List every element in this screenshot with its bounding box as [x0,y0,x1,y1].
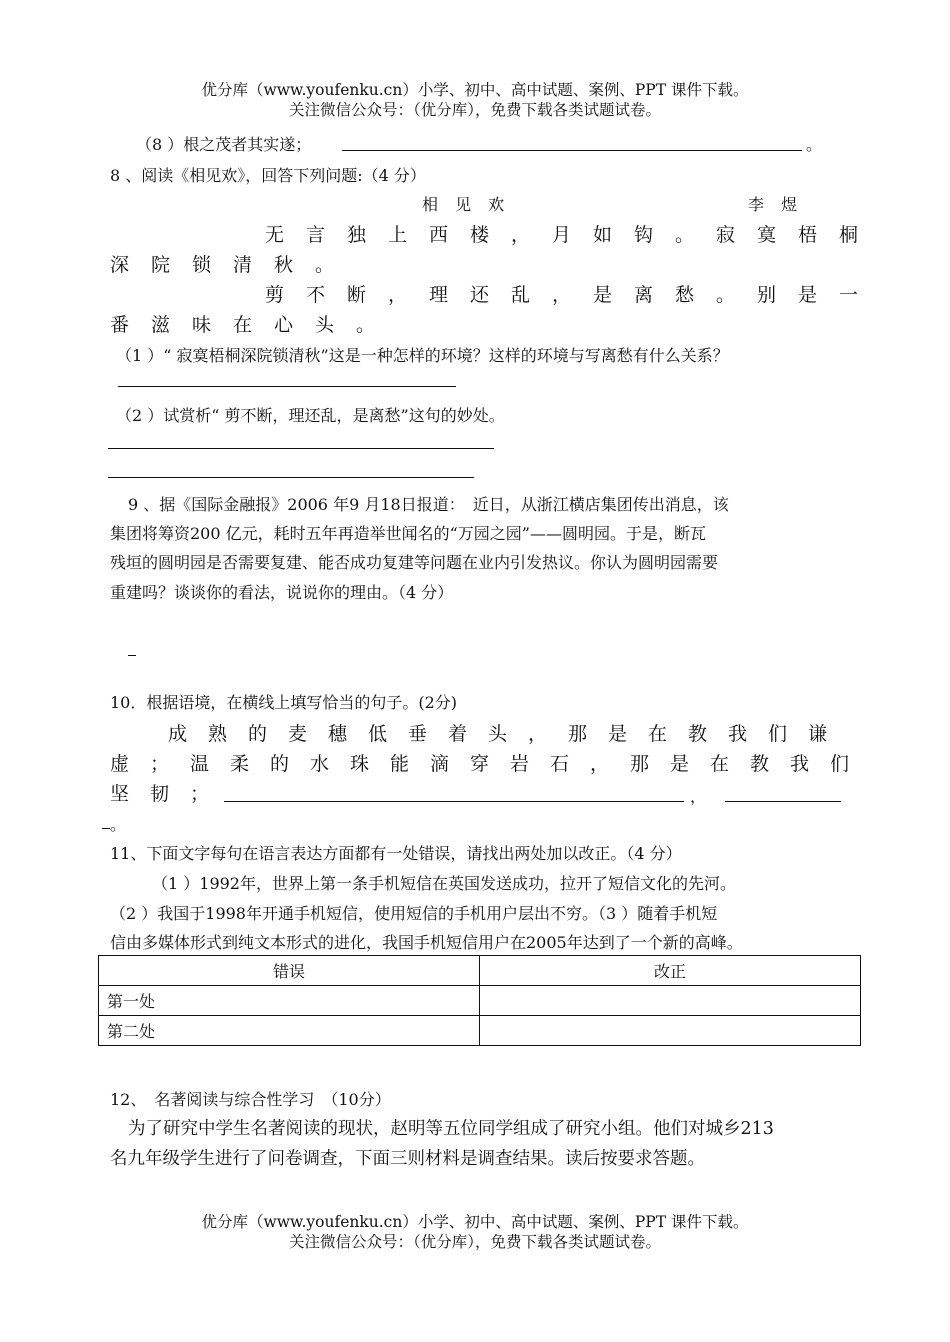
q10-answer-line-3[interactable] [102,828,110,829]
row-label: 第一处 [99,986,480,1016]
q11-line-2: （2 ）我国于1998年开通手机短信，使用短信的手机用户层出不穷。（3 ）随着手机短 [110,904,718,923]
q10-line-3: 坚韧； [110,783,231,805]
q7-8-label: （8 ）根之茂者其实遂； [136,135,312,154]
q8-sub2: （2 ）试赏析“ 剪不断，理还乱，是离愁”这句的妙处。 [116,406,505,425]
header-line-1: 优分库（www.youfenku.cn）小学、初中、高中试题、案例、PPT 课件下载。 [201,81,749,99]
q10-comma: ， [690,787,707,806]
poem-author: 李 煜 [748,195,804,214]
q9-line-4: 重建吗？谈谈你的看法，说说你的理由。（4 分） [110,583,454,602]
q8-sub1: （1 ）“ 寂寞梧桐深院锁清秋”这是一种怎样的环境？这样的环境与写离愁有什么关系？ [116,346,729,365]
q8-stem: 8 、阅读《相见欢》，回答下列问题:（4 分） [110,166,426,185]
table-header-row [99,956,861,986]
q10-line-2: 虚；温柔的水珠能滴穿岩石，那是在教我们 [110,753,871,775]
q12-line-1: 为了研究中学生名著阅读的现状，赵明等五位同学组成了研究小组。他们对城乡213 [128,1119,774,1139]
col-header-correction: 改正 [480,956,861,986]
col-header-error: 错误 [99,956,480,986]
poem-line-2b: 番滋味在心头。 [110,314,398,336]
q10-line-1: 成熟的麦穗低垂着头，那是在教我们谦 [168,723,849,745]
poem-line-1b: 深院锁清秋。 [110,254,357,276]
q8-sub2-answer-line-1[interactable] [108,448,494,449]
q8-sub2-answer-line-2[interactable] [108,477,474,478]
q10-stem: 10．根据语境，在横线上填写恰当的句子。(2分) [110,693,458,712]
q11-line-3: 信由多媒体形式到纯文本形式的进化，我国手机短信用户在2005年达到了一个新的高峰。 [110,933,743,952]
q8-sub1-answer-line[interactable] [118,386,456,387]
q9-answer-line[interactable] [128,655,136,656]
q9-line-1: 9 、据《国际金融报》2006 年9 月18日报道： 近日，从浙江横店集团传出消息，该 [128,495,729,514]
q12-stem: 12、 名著阅读与综合性学习 （10分） [110,1090,391,1109]
q7-8-answer-line[interactable] [342,150,802,151]
correction-cell[interactable] [480,1016,861,1046]
header-line-2: 关注微信公众号：（优分库），免费下载各类试题试卷。 [288,101,661,119]
q10-answer-line-2[interactable] [725,801,841,802]
poem-title: 相 见 欢 [422,195,511,214]
q12-line-2: 名九年级学生进行了问卷调查，下面三则材料是调查结果。读后按要求答题。 [110,1149,705,1169]
error-table [98,955,861,1046]
q10-answer-line-1[interactable] [224,801,684,802]
q9-line-2: 集团将筹资200 亿元，耗时五年再造举世闻名的“万园之园”——圆明园。于是，断瓦 [110,524,706,543]
q11-stem: 11、下面文字每句在语言表达方面都有一处错误，请找出两处加以改正。（4 分） [110,844,682,863]
q11-line-1: （1 ）1992年，世界上第一条手机短信在英国发送成功，拉开了短信文化的先河。 [152,874,736,893]
poem-line-1a: 无言独上西楼，月如钩。寂寞梧桐 [265,224,881,246]
footer-line-1: 优分库（www.youfenku.cn）小学、初中、高中试题、案例、PPT 课件下载。 [201,1213,749,1231]
footer-line-2: 关注微信公众号：（优分库），免费下载各类试题试卷。 [288,1233,661,1251]
correction-cell[interactable] [480,986,861,1016]
poem-line-2a: 剪不断，理还乱，是离愁。别是一 [265,284,881,306]
q10-end: 。 [110,815,127,834]
table-row [99,986,861,1016]
row-label: 第二处 [99,1016,480,1046]
q9-line-3: 残垣的圆明园是否需要复建、能否成功复建等问题在业内引发热议。你认为圆明园需要 [110,553,719,572]
table-row [99,1016,861,1046]
q7-8-end: 。 [806,135,823,154]
